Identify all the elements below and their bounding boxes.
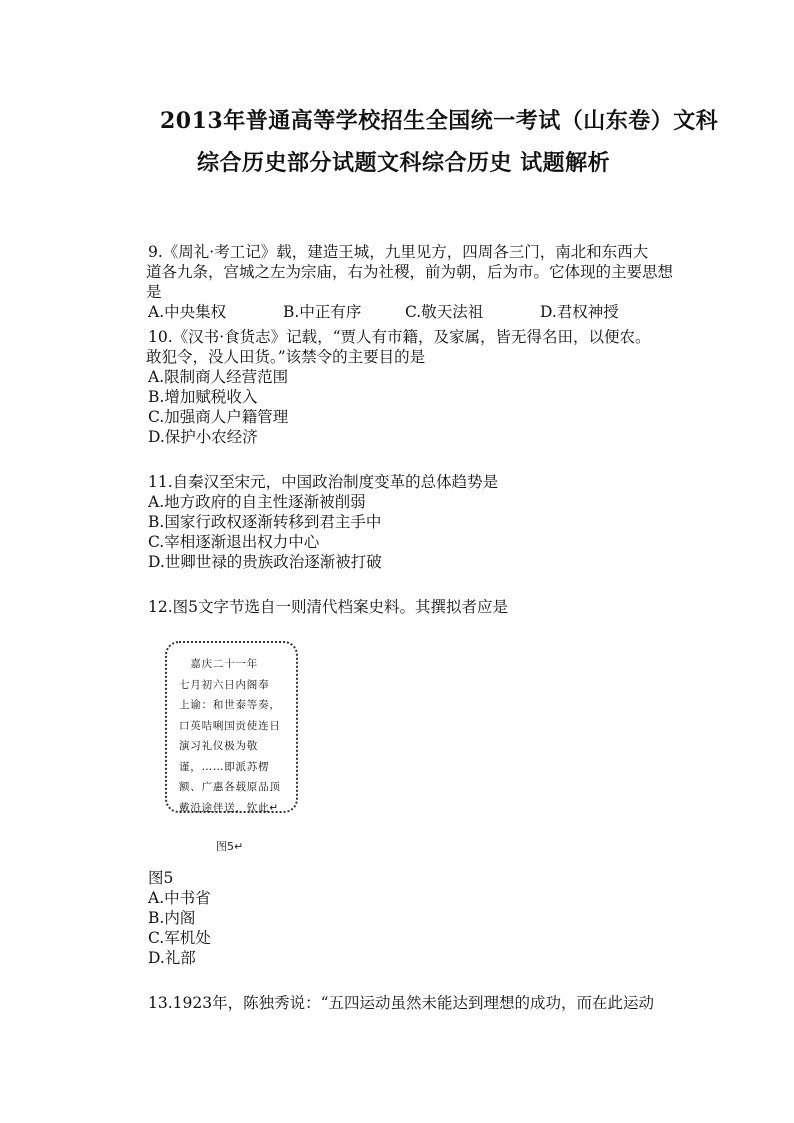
- question-12-option-a: A.中书省: [148, 889, 211, 907]
- question-11-option-b: B.国家行政权逐渐转移到君主手中: [148, 513, 382, 531]
- question-10-option-b: B.增加赋税收入: [148, 388, 258, 406]
- question-12-option-c: C.军机处: [148, 929, 211, 947]
- document-title-line2: 综合历史部分试题文科综合历史 试题解析: [197, 150, 611, 176]
- question-12-option-d: D.礼部: [148, 949, 196, 967]
- figure-line: 额、广惠各载原品顶: [179, 781, 281, 793]
- question-9-options: [148, 302, 678, 322]
- figure-line: 七月初六日内阁奉: [179, 678, 270, 691]
- question-9-option-a: A.中央集权: [148, 303, 227, 321]
- figure-line: 演习礼仪极为敬: [179, 740, 259, 752]
- question-11: [148, 472, 678, 572]
- question-9-option-d: D.君权神授: [540, 303, 619, 321]
- figure-line: 谨，……即派苏楞: [179, 760, 270, 773]
- question-12-option-b: B.内阁: [148, 909, 196, 927]
- question-10: [148, 327, 678, 447]
- document-title-line1: 2013年普通高等学校招生全国统一考试（山东卷）文科: [160, 108, 719, 134]
- question-10-stem-line1: 10.《汉书·食货志》记载，“贾人有市籍，及家属，皆无得名田，以便农。: [148, 328, 651, 346]
- figure-line: 上谕：和世泰等奏，: [179, 699, 281, 711]
- question-13-stem-line1: 13.1923年，陈独秀说：“五四运动虽然未能达到理想的成功，而在此运动: [148, 994, 655, 1012]
- question-12-stem: 12.图5文字节选自一则清代档案史料。其撰拟者应是: [148, 598, 509, 616]
- figure-5-label: 图5: [148, 869, 174, 887]
- figure-line: 嘉庆二十一年: [179, 658, 259, 670]
- question-10-option-a: A.限制商人经营范围: [148, 368, 289, 386]
- question-11-option-d: D.世卿世禄的贵族政治逐渐被打破: [148, 553, 382, 571]
- figure-line: 口英咭唎国贡使连日: [179, 719, 281, 732]
- question-10-option-d: D.保护小农经济: [148, 428, 258, 446]
- figure-line: 戴沿途伴送，钦此↵: [179, 801, 279, 814]
- question-9-stem-line1: 9.《周礼·考工记》载，建造王城，九里见方，四周各三门，南北和东西大: [148, 243, 649, 261]
- question-10-stem-line2: 敢犯令，没人田货。”该禁令的主要目的是: [146, 348, 426, 366]
- question-11-stem: 11.自秦汉至宋元，中国政治制度变革的总体趋势是: [148, 473, 499, 491]
- question-9-stem-line2: 道各九条，宫城之左为宗庙，右为社稷，前为朝，后为市。它体现的主要思想是: [146, 263, 674, 301]
- question-11-option-a: A.地方政府的自主性逐渐被削弱: [148, 493, 366, 511]
- figure-5-archive-text: [165, 641, 298, 813]
- question-11-option-c: C.宰相逐渐退出权力中心: [148, 533, 320, 551]
- question-9: [148, 242, 678, 322]
- figure-5-caption: 图5↵: [216, 840, 244, 853]
- question-9-option-c: C.敬天法祖: [405, 303, 484, 321]
- question-12-options: [148, 868, 678, 968]
- question-10-option-c: C.加强商人户籍管理: [148, 408, 289, 426]
- question-9-option-b: B.中正有序: [283, 303, 362, 321]
